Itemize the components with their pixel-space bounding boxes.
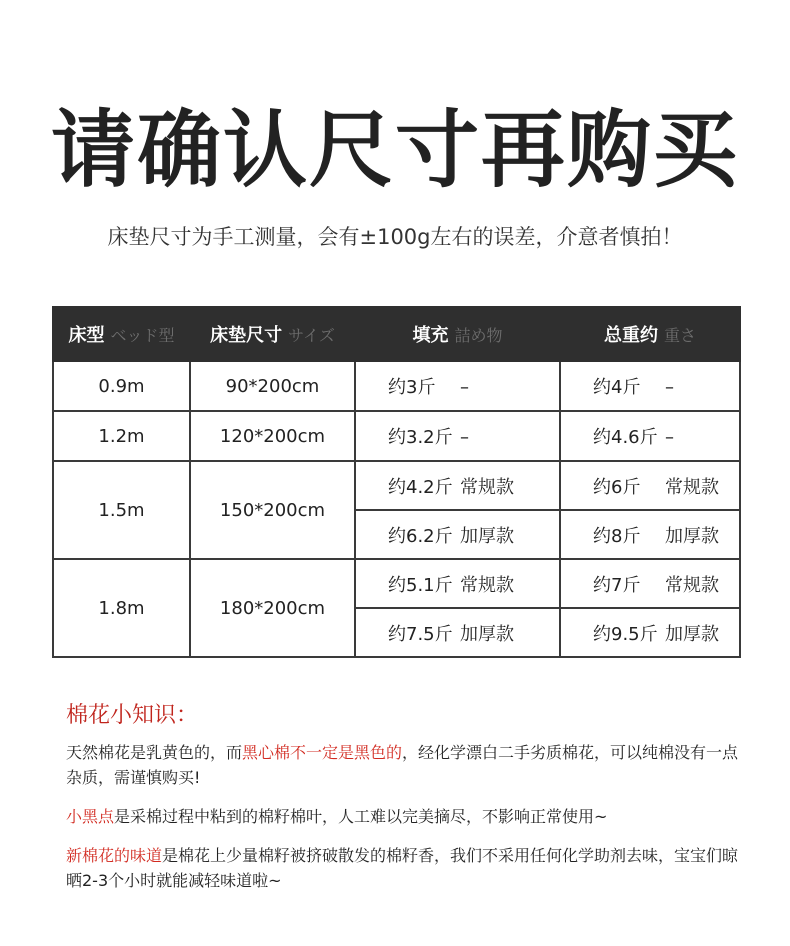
total-weight: 约4.6斤	[593, 427, 658, 448]
tip-paragraph	[66, 740, 746, 790]
tip-highlight: 新棉花的味道	[66, 846, 163, 865]
bed-type-cell: 1.2m	[53, 411, 190, 461]
header-jp: 重さ	[663, 326, 696, 345]
filling-cell	[355, 608, 560, 657]
header-jp: ベッド型	[110, 326, 175, 345]
header-total-weight	[560, 307, 740, 361]
tip-highlight: 小黑点	[66, 807, 115, 826]
mattress-size-cell: 150*200cm	[190, 461, 355, 559]
page-subtitle: 床垫尺寸为手工测量，会有±100g左右的误差，介意者慎拍！	[107, 225, 683, 249]
filling-weight: 约4.2斤	[388, 476, 453, 498]
mattress-size-cell: 120*200cm	[190, 411, 355, 461]
header-jp: 詰め物	[454, 326, 503, 345]
filling-cell	[355, 510, 560, 559]
total-weight: 约4斤	[593, 377, 641, 398]
filling-weight: 约3斤	[388, 377, 436, 398]
table-row	[53, 411, 740, 461]
bed-type-cell: 1.8m	[53, 559, 190, 657]
total-weight-note: 常规款	[665, 476, 719, 498]
mattress-size-cell: 180*200cm	[190, 559, 355, 657]
tip-text: ，经化学漂白二手劣质棉花，可以纯棉没有一点杂质，需谨慎购买!	[66, 743, 739, 787]
tip-paragraph	[66, 804, 746, 829]
total-weight-cell	[560, 411, 740, 461]
total-weight-note: 常规款	[665, 574, 719, 596]
filling-weight: 约5.1斤	[388, 574, 453, 596]
filling-weight: 约7.5斤	[388, 623, 453, 645]
filling-note: –	[460, 377, 469, 398]
filling-note: 加厚款	[460, 525, 514, 547]
header-cn: 填充	[412, 325, 449, 346]
header-cn: 床垫尺寸	[210, 325, 283, 346]
filling-cell	[355, 411, 560, 461]
filling-note: 加厚款	[460, 623, 514, 645]
total-weight: 约6斤	[593, 476, 641, 498]
table-row	[53, 361, 740, 411]
total-weight: 约8斤	[593, 525, 641, 547]
total-weight-cell	[560, 608, 740, 657]
total-weight-note: –	[665, 427, 674, 448]
bed-type-cell: 1.5m	[53, 461, 190, 559]
total-weight-cell	[560, 461, 740, 510]
header-cn: 床型	[68, 325, 105, 346]
mattress-size-cell: 90*200cm	[190, 361, 355, 411]
filling-note: –	[460, 427, 469, 448]
filling-weight: 约3.2斤	[388, 427, 453, 448]
page-title: 请确认尺寸再购买	[50, 101, 739, 199]
table-row	[53, 461, 740, 510]
filling-note: 常规款	[460, 574, 514, 596]
total-weight-cell	[560, 559, 740, 608]
total-weight-cell	[560, 361, 740, 411]
header-cn: 总重约	[603, 325, 658, 346]
cotton-tips-section	[66, 700, 746, 907]
filling-cell	[355, 361, 560, 411]
filling-note: 常规款	[460, 476, 514, 498]
filling-weight: 约6.2斤	[388, 525, 453, 547]
tips-title: 棉花小知识：	[66, 703, 199, 728]
filling-cell	[355, 461, 560, 510]
header-bed-type	[53, 307, 190, 361]
total-weight: 约7斤	[593, 574, 641, 596]
tip-paragraph	[66, 843, 746, 893]
tip-text: 是采棉过程中粘到的棉籽棉叶，人工难以完美摘尽，不影响正常使用~	[114, 807, 608, 826]
table-header-row	[53, 307, 740, 361]
total-weight: 约9.5斤	[593, 623, 658, 645]
total-weight-cell	[560, 510, 740, 559]
tip-text: 天然棉花是乳黄色的，而	[66, 743, 243, 762]
table-row	[53, 559, 740, 608]
total-weight-note: 加厚款	[665, 525, 719, 547]
header-mattress-size	[190, 307, 355, 361]
tip-text: 是棉花上少量棉籽被挤破散发的棉籽香，我们不采用任何化学助剂去味，宝宝们晾晒2-3个小时就能减轻味道啦~	[66, 846, 739, 890]
header-filling	[355, 307, 560, 361]
size-table	[52, 306, 741, 658]
total-weight-note: 加厚款	[665, 623, 719, 645]
filling-cell	[355, 559, 560, 608]
tip-highlight: 黑心棉不一定是黑色的	[242, 743, 403, 762]
bed-type-cell: 0.9m	[53, 361, 190, 411]
total-weight-note: –	[665, 377, 674, 398]
header-jp: サイズ	[288, 326, 335, 345]
